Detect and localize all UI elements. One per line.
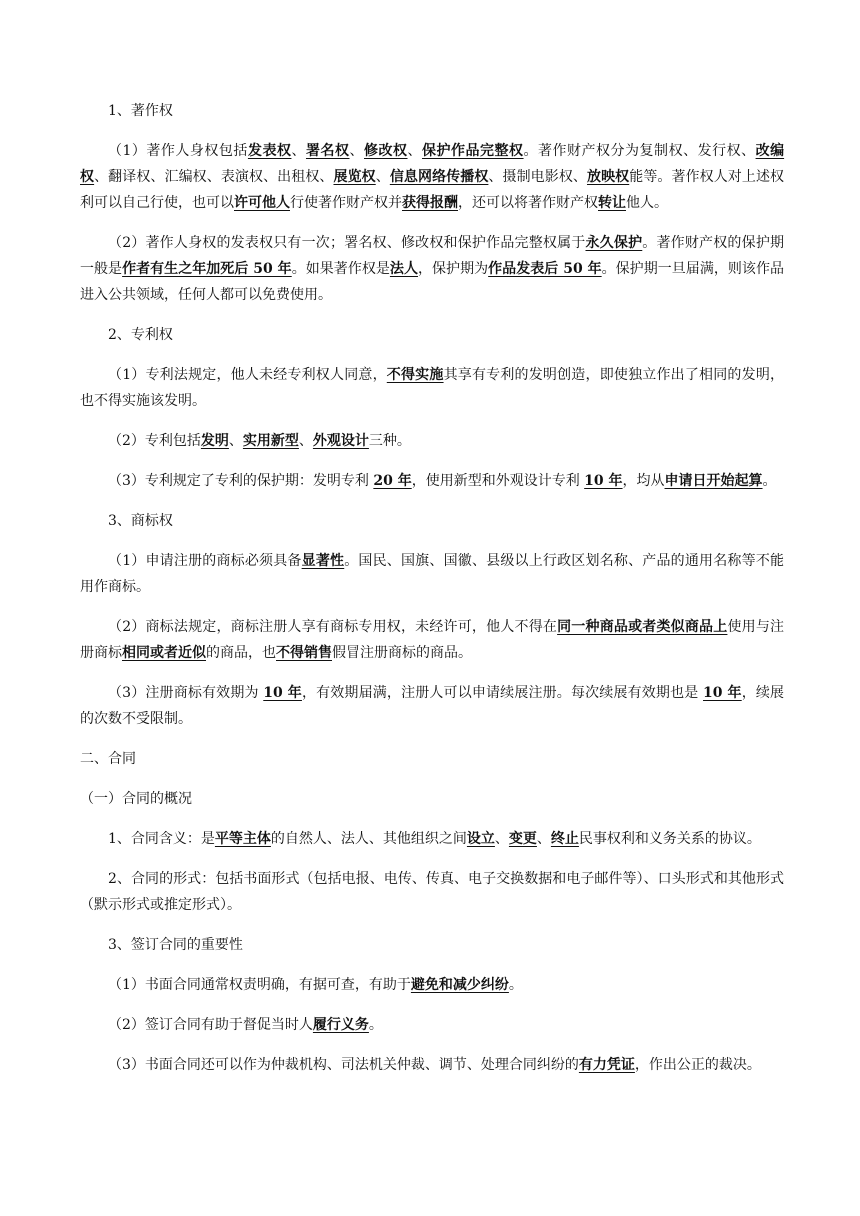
key-term: 履行义务 bbox=[312, 1017, 369, 1033]
paragraph bbox=[80, 428, 784, 454]
text-segment: （1）书面合同通常权责明确，有据可查，有助于 bbox=[108, 977, 411, 993]
key-term: 作者有生之年加死后 50 年 bbox=[122, 261, 292, 277]
key-term: 保护作品完整权 bbox=[422, 143, 524, 159]
text-segment: 的商品，也 bbox=[206, 645, 276, 661]
text-segment: （2）商标法规定，商标注册人享有商标专用权，未经许可，他人不得在 bbox=[108, 619, 558, 635]
text-segment: 、 bbox=[536, 831, 551, 847]
key-term: 改编权 bbox=[80, 143, 785, 185]
key-term: 外观设计 bbox=[312, 433, 369, 449]
text-segment: ，续展的次数不受限制。 bbox=[80, 685, 785, 727]
text-segment: 。保护期一旦届满，则该作品进入公共领域，任何人都可以免费使用。 bbox=[80, 261, 784, 303]
text-segment: 。 bbox=[368, 1017, 383, 1033]
text-segment: 。著作财产权分为复制权、发行权、 bbox=[523, 143, 756, 159]
text-segment: ，保护期为 bbox=[417, 261, 489, 277]
text-segment: 、 bbox=[291, 143, 306, 159]
key-term: 避免和减少纠纷 bbox=[410, 977, 509, 993]
text-segment: 使用与注册商标 bbox=[80, 619, 785, 661]
key-term: 修改权 bbox=[364, 143, 408, 159]
key-term: 许可他人 bbox=[234, 195, 290, 211]
paragraph bbox=[80, 680, 784, 732]
text-segment: ，使用新型和外观设计专利 bbox=[411, 473, 585, 489]
key-term: 10 年 bbox=[263, 685, 302, 701]
text-segment: 3、签订合同的重要性 bbox=[108, 937, 243, 953]
key-term: 申请日开始起算 bbox=[664, 473, 763, 489]
paragraph bbox=[80, 548, 784, 600]
text-segment: 。著作财产权的保护期一般是 bbox=[80, 235, 785, 277]
text-segment: （1）申请注册的商标必须具备 bbox=[108, 553, 302, 569]
key-term: 不得销售 bbox=[276, 645, 332, 661]
key-term: 终止 bbox=[550, 831, 579, 847]
text-segment: ，有效期届满，注册人可以申请续展注册。每次续展有效期也是 bbox=[301, 685, 704, 701]
text-segment: 2、专利权 bbox=[108, 327, 173, 343]
paragraph bbox=[80, 1052, 784, 1078]
key-term: 平等主体 bbox=[214, 831, 271, 847]
key-term: 转让 bbox=[598, 195, 626, 211]
key-term: 署名权 bbox=[305, 143, 350, 159]
key-term: 发表权 bbox=[247, 143, 292, 159]
text-segment: 假冒注册商标的商品。 bbox=[332, 645, 472, 661]
text-segment: （3）专利规定了专利的保护期：发明专利 bbox=[108, 473, 374, 489]
text-segment: 1、合同含义：是 bbox=[108, 831, 215, 847]
text-segment: 。国民、国旗、国徽、县级以上行政区划名称、产品的通用名称等不能用作商标。 bbox=[80, 553, 785, 595]
text-segment: 、翻译权、汇编权、表演权、出租权、 bbox=[94, 169, 334, 185]
key-term: 发明 bbox=[200, 433, 229, 449]
text-segment: （2）著作人身权的发表权只有一次；署名权、修改权和保护作品完整权属于 bbox=[108, 235, 586, 251]
key-term: 显著性 bbox=[301, 553, 345, 569]
text-segment: （1）专利法规定，他人未经专利权人同意， bbox=[108, 367, 387, 383]
text-segment: （2）签订合同有助于督促当时人 bbox=[108, 1017, 313, 1033]
text-segment: 。如果著作权是 bbox=[291, 261, 390, 277]
text-segment: （3）书面合同还可以作为仲裁机构、司法机关仲裁、调节、处理合同纠纷的 bbox=[108, 1057, 579, 1073]
text-segment: ，均从 bbox=[622, 473, 665, 489]
text-segment: 行使著作财产权并 bbox=[290, 195, 402, 211]
key-term: 信息网络传播权 bbox=[389, 169, 489, 185]
paragraph bbox=[80, 1012, 784, 1038]
key-term: 10 年 bbox=[584, 473, 623, 489]
text-segment: （1）著作人身权包括 bbox=[108, 143, 248, 159]
text-segment: ，作出公正的裁决。 bbox=[634, 1057, 761, 1073]
key-term: 实用新型 bbox=[242, 433, 299, 449]
text-segment: 其享有专利的发明创造，即使独立作出了相同的发明，也不得实施该发明。 bbox=[80, 367, 785, 409]
paragraph bbox=[80, 932, 784, 958]
text-segment: （3）注册商标有效期为 bbox=[108, 685, 264, 701]
text-segment: 。 bbox=[762, 473, 777, 489]
paragraph bbox=[80, 866, 784, 918]
text-segment: ，还可以将著作财产权 bbox=[458, 195, 598, 211]
key-term: 设立 bbox=[466, 831, 495, 847]
key-term: 放映权 bbox=[586, 169, 630, 185]
key-term: 不得实施 bbox=[386, 367, 444, 383]
text-segment: 、摄制电影权、 bbox=[488, 169, 587, 185]
paragraph bbox=[80, 468, 784, 494]
key-term: 有力凭证 bbox=[578, 1057, 635, 1073]
text-segment: 、 bbox=[375, 169, 390, 185]
key-term: 法人 bbox=[389, 261, 418, 277]
paragraph bbox=[80, 362, 784, 414]
key-term: 变更 bbox=[508, 831, 537, 847]
key-term: 获得报酬 bbox=[402, 195, 458, 211]
key-term: 展览权 bbox=[333, 169, 376, 185]
text-segment: 、 bbox=[298, 433, 313, 449]
text-segment: 1、著作权 bbox=[108, 103, 173, 119]
text-segment: 能等。著作权人对上述权利可以自己行使，也可以 bbox=[80, 169, 785, 211]
paragraph bbox=[80, 322, 784, 348]
document-page bbox=[80, 98, 784, 1092]
text-segment: 民事权利和义务关系的协议。 bbox=[578, 831, 761, 847]
paragraph bbox=[80, 614, 784, 666]
key-term: 永久保护 bbox=[585, 235, 643, 251]
paragraph bbox=[80, 138, 784, 216]
text-segment: 他人。 bbox=[626, 195, 668, 211]
paragraph bbox=[80, 746, 784, 772]
key-term: 作品发表后 50 年 bbox=[488, 261, 602, 277]
paragraph bbox=[80, 786, 784, 812]
paragraph bbox=[80, 98, 784, 124]
text-segment: 、 bbox=[228, 433, 243, 449]
key-term: 相同或者近似 bbox=[122, 645, 206, 661]
text-segment: 的自然人、法人、其他组织之间 bbox=[270, 831, 467, 847]
key-term: 20 年 bbox=[373, 473, 412, 489]
paragraph bbox=[80, 972, 784, 998]
text-segment: 。 bbox=[508, 977, 523, 993]
text-segment: （一）合同的概况 bbox=[80, 791, 192, 807]
paragraph bbox=[80, 230, 784, 308]
paragraph bbox=[80, 826, 784, 852]
paragraph bbox=[80, 508, 784, 534]
text-segment: 、 bbox=[349, 143, 364, 159]
text-segment: 、 bbox=[407, 143, 423, 159]
text-segment: 二、合同 bbox=[80, 751, 136, 767]
text-segment: 2、合同的形式：包括书面形式（包括电报、电传、传真、电子交换数据和电子邮件等）、口头形式和其他形式（默示形式或推定形式）。 bbox=[80, 871, 784, 913]
key-term: 10 年 bbox=[703, 685, 742, 701]
key-term: 同一种商品或者类似商品上 bbox=[557, 619, 728, 635]
text-segment: 、 bbox=[494, 831, 509, 847]
text-segment: 三种。 bbox=[368, 433, 411, 449]
text-segment: 3、商标权 bbox=[108, 513, 173, 529]
text-segment: （2）专利包括 bbox=[108, 433, 201, 449]
